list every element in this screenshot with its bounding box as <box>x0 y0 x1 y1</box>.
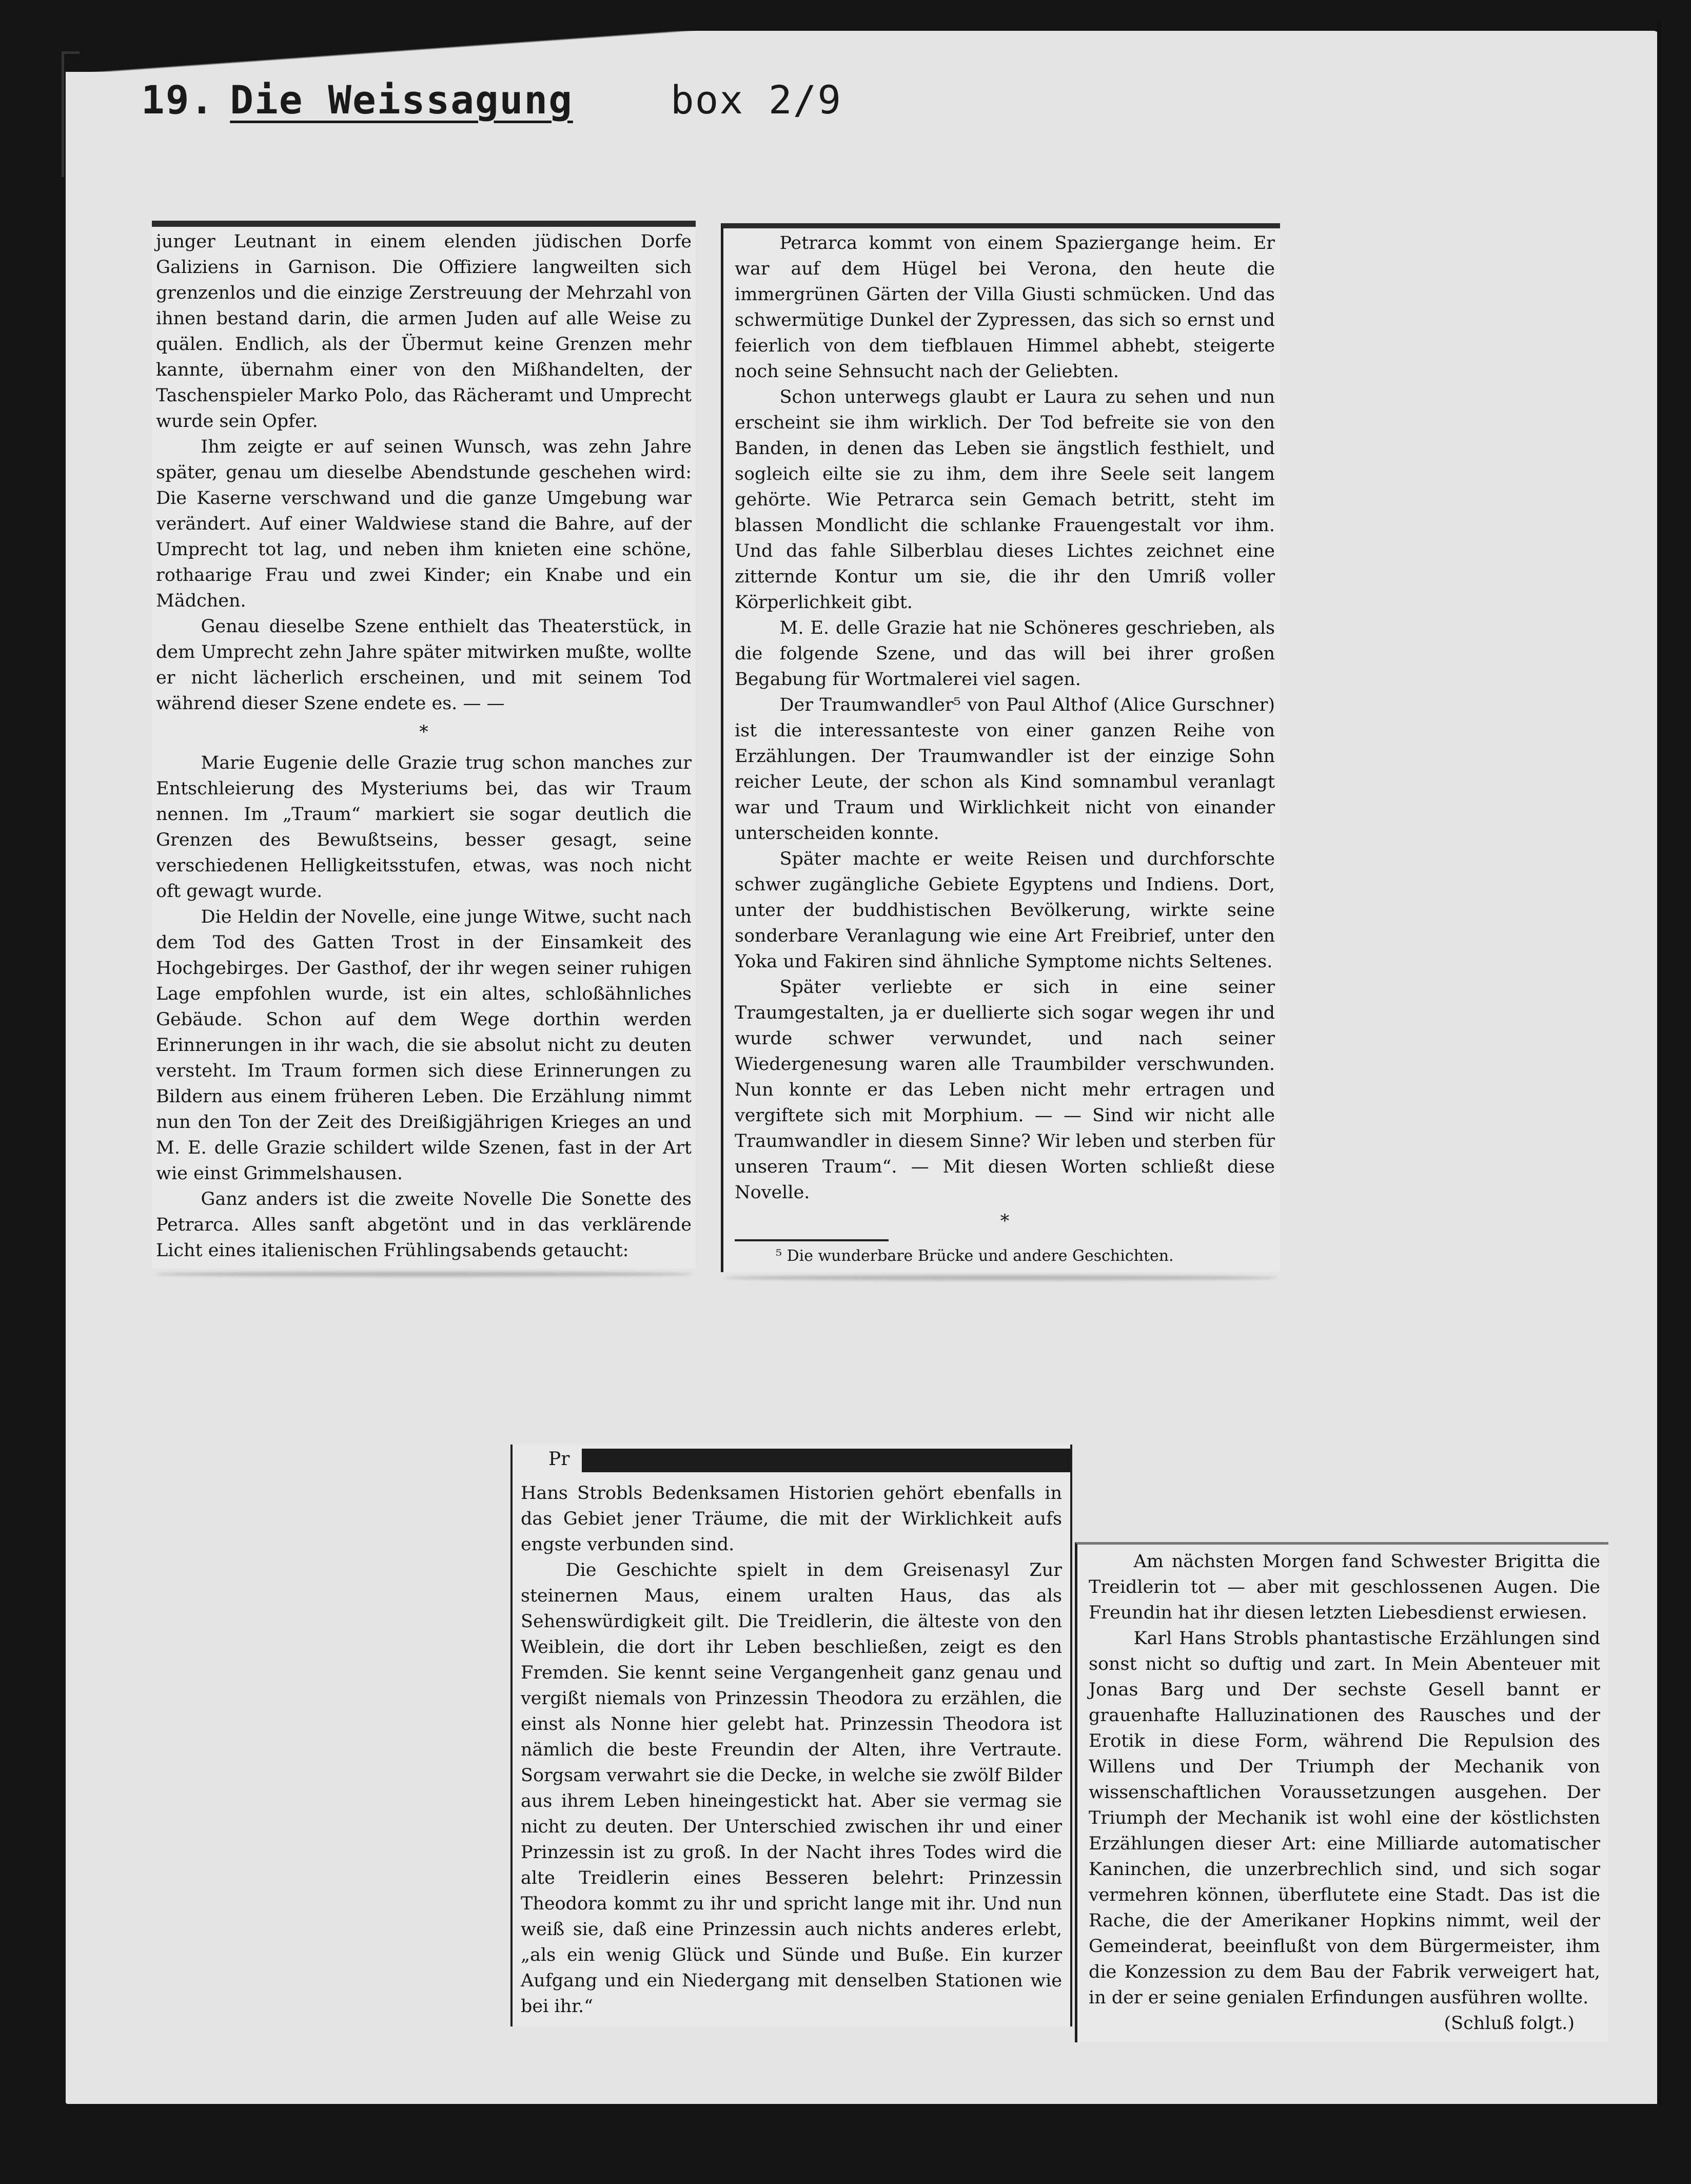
paragraph: Schon unterwegs glaubt er Laura zu sehen und nun erscheint sie ihm wirklich. Der Tod befreite sie von den Banden, in denen das Leben sie ängstlich festhielt, und sogleich eilte sie zu ihm, dem ihre Seele seit langem gehörte. Wie Petrarca sein Gemach betritt, steht im blassen Mondlicht die schlanke Frauengestalt vor ihm. Und das fahle Silberblau dieses Lichtes zeichnet eine zitternde Kontur um sie, die ihr den Umriß voller Körperlichkeit gibt. <box>735 387 1275 613</box>
paragraph: Marie Eugenie delle Grazie trug schon manches zur Entschleierung des Mysteriums bei, das wir Traum nennen. Im „Traum“ markiert sie sogar deutlich die Grenzen des Bewußtseins, besser gesagt, seine verschiedenen Helligkeitsstufen, etwas, was noch nicht oft gewagt wurde. <box>156 753 692 902</box>
card-right-edge <box>1657 21 1661 2104</box>
newspaper-clipping-left <box>152 221 696 1269</box>
paragraph: Ganz anders ist die zweite Novelle Die Sonette des Petrarca. Alles sanft abgetönt und in das verklärende Licht eines italienischen Frühlingsabends getaucht: <box>156 1189 692 1261</box>
newspaper-clipping-bottom-right <box>1075 1542 1608 2042</box>
cut-fragment-text: Pr <box>548 1449 570 1470</box>
paste-shadow <box>724 1275 1277 1280</box>
section-divider-star: * <box>1000 1211 1010 1232</box>
paragraph: M. E. delle Grazie hat nie Schöneres geschrieben, als die folgende Szene, und das will bei ihrer großen Begabung für Wortmalerei viel sagen. <box>735 618 1275 690</box>
paragraph: junger Leutnant in einem elenden jüdischen Dorfe Galiziens in Garnison. Die Offiziere langweilten sich grenzenlos und die einzige Zerstreuung der Mehrzahl von ihnen bestand darin, die armen Juden auf alle Weise zu quälen. Endlich, als der Übermut keine Grenzen mehr kannte, übernahm einer von den Mißhandelten, der Taschenspieler Marko Polo, das Rächeramt und Umprecht wurde sein Opfer. <box>156 231 692 432</box>
clipping-body <box>156 229 692 1263</box>
paragraph: Später machte er weite Reisen und durchforschte schwer zugängliche Gebiete Egyptens und Indiens. Dort, unter der buddhistischen Bevölkerung, wirkte seine sonderbare Veranlagung wie eine Art Freibrief, unter den Yoka und Fakiren sind ähnliche Symptome nichts Seltenes. <box>735 849 1275 972</box>
paragraph: Am nächsten Morgen fand Schwester Brigitta die Treidlerin tot — aber mit geschlossenen Augen. Die Freundin hat ihr diesen letzten Liebesdienst erwiesen. <box>1089 1551 1600 1623</box>
work-title: Die Weissagung <box>230 77 573 123</box>
continuation-note: (Schluß folgt.) <box>1444 2013 1575 2034</box>
clipping-body <box>1089 1549 1600 2011</box>
paragraph: Später verliebte er sich in eine seiner Traumgestalten, ja er duellierte sich sogar wegen ihr und wurde schwer verwundet, und nach seiner Wiedergenesung waren alle Traumbilder verschwunden. Nun konnte er das Leben nicht mehr ertragen und vergiftete sich mit Morphium. — — Sind wir nicht alle Traumwandler in diesem Sinne? Wir leben und sterben für unseren Traum“. — Mit diesen Worten schließt diese Novelle. <box>735 977 1275 1203</box>
typed-header <box>141 77 842 133</box>
corner-bracket-mark <box>62 51 80 177</box>
redaction-bar <box>582 1449 1070 1472</box>
clipping-body <box>735 230 1275 1234</box>
clipping-body <box>521 1480 1062 2019</box>
section-divider-star: * <box>419 722 428 743</box>
paragraph: Genau dieselbe Szene enthielt das Theaterstück, in dem Umprecht zehn Jahre später mitwirken mußte, wollte er nicht lächerlich erscheinen, und mit seinem Tod während dieser Szene endete es. — — <box>156 616 692 714</box>
footnote-rule <box>735 1239 889 1241</box>
paragraph: Ihm zeigte er auf seinen Wunsch, was zehn Jahre später, genau um dieselbe Abendstunde geschehen wird: Die Kaserne verschwand und die ganze Umgebung war verändert. Auf einer Waldwiese stand die Bahre, auf der Umprecht tot lag, und neben ihm knieten eine schöne, rothaarige Frau und zwei Kinder; ein Knabe und ein Mädchen. <box>156 437 692 611</box>
item-number: 19. <box>141 77 215 123</box>
paragraph: Petrarca kommt von einem Spaziergange heim. Er war auf dem Hügel bei Verona, den heute die immergrünen Gärten der Villa Giusti schmücken. Und das schwermütige Dunkel der Zypressen, das sich so ernst und feierlich von dem tiefblauen Himmel abhebt, steigerte noch seine Sehnsucht nach der Geliebten. <box>735 233 1275 382</box>
newspaper-clipping-middle <box>510 1445 1072 2026</box>
card-torn-top-edge <box>66 0 1661 72</box>
paragraph: Die Heldin der Novelle, eine junge Witwe, sucht nach dem Tod des Gatten Trost in der Einsamkeit des Hochgebirges. Der Gasthof, der ihr wegen seiner ruhigen Lage empfohlen wurde, ist ein altes, schloßähnliches Gebäude. Schon auf dem Wege dorthin werden Erinnerungen in ihr wach, die sie absolut nicht zu deuten versteht. Im Traum formen sich diese Erinnerungen zu Bildern aus einem früheren Leben. Die Erzählung nimmt nun den Ton der Zeit des Dreißigjährigen Krieges an und M. E. delle Grazie schildert wilde Szenen, fast in der Art wie einst Grimmelshausen. <box>156 907 692 1184</box>
box-reference: box 2/9 <box>670 77 842 123</box>
paragraph: Karl Hans Strobls phantastische Erzählungen sind sonst nicht so duftig und zart. In Mein Abenteuer mit Jonas Barg und Der sechste Gesell bannt er grauenhafte Halluzinationen des Rausches und der Erotik in diese Form, während Die Repulsion des Willens und Der Triumph der Mechanik von wissenschaftlichen Voraussetzungen ausgehen. Der Triumph der Mechanik ist wohl eine der köstlichsten Erzählungen dieser Art: eine Milliarde automatischer Kaninchen, die unzerbrechlich sind, und sich sogar vermehren können, überflutete eine Stadt. Das ist die Rache, die der Amerikaner Hopkins nimmt, weil der Gemeinderat, beeinflußt von dem Bürgermeister, ihm die Konzession zu dem Bau der Fabrik verweigert hat, in der er seine genialen Erfindungen ausführen wollte. <box>1089 1628 1600 2008</box>
newspaper-clipping-right <box>721 223 1280 1272</box>
paragraph: Hans Strobls Bedenksamen Historien gehört ebenfalls in das Gebiet jener Träume, die mit der Wirklichkeit aufs engste verbunden sind. <box>521 1483 1062 1555</box>
paragraph: Der Traumwandler⁵ von Paul Althof (Alice Gurschner) ist die interessanteste von einer ganzen Reihe von Erzählungen. Der Traumwandler ist der einzige Sohn reicher Leute, der schon als Kind somnambul veranlagt war und Traum und Wirklichkeit nicht von einander unterscheiden konnte. <box>735 695 1275 844</box>
clipping-cut-top <box>513 1445 1070 1474</box>
footnote: ⁵ Die wunderbare Brücke und andere Geschichten. <box>776 1247 1174 1265</box>
paragraph: Die Geschichte spielt in dem Greisenasyl Zur steinernen Maus, einem uralten Haus, das als Sehenswürdigkeit gilt. Die Treidlerin, die älteste von den Weiblein, die dort ihr Leben beschließen, zeigt es den Fremden. Sie kennt seine Vergangenheit ganz genau und vergißt niemals von Prinzessin Theodora zu erzählen, die einst als Nonne hier gelebt hat. Prinzessin Theodora ist nämlich die beste Freundin der Alten, ihre Vertraute. Sorgsam verwahrt sie die Decke, in welche sie zwölf Bilder aus ihrem Leben hineingestickt hat. Aber sie vermag sie nicht zu deuten. Der Unterschied zwischen ihr und einer Prinzessin ist zu groß. In der Nacht ihres Todes wird die alte Treidlerin eines Besseren belehrt: Prinzessin Theodora kommt zu ihr und spricht lange mit ihr. Und nun weiß sie, daß eine Prinzessin auch nichts anderes erlebt, „als ein wenig Glück und Sünde und Buße. Ein kurzer Aufgang und ein Niedergang mit denselben Stationen wie bei ihr.“ <box>521 1560 1062 2017</box>
paste-shadow <box>155 1272 693 1277</box>
